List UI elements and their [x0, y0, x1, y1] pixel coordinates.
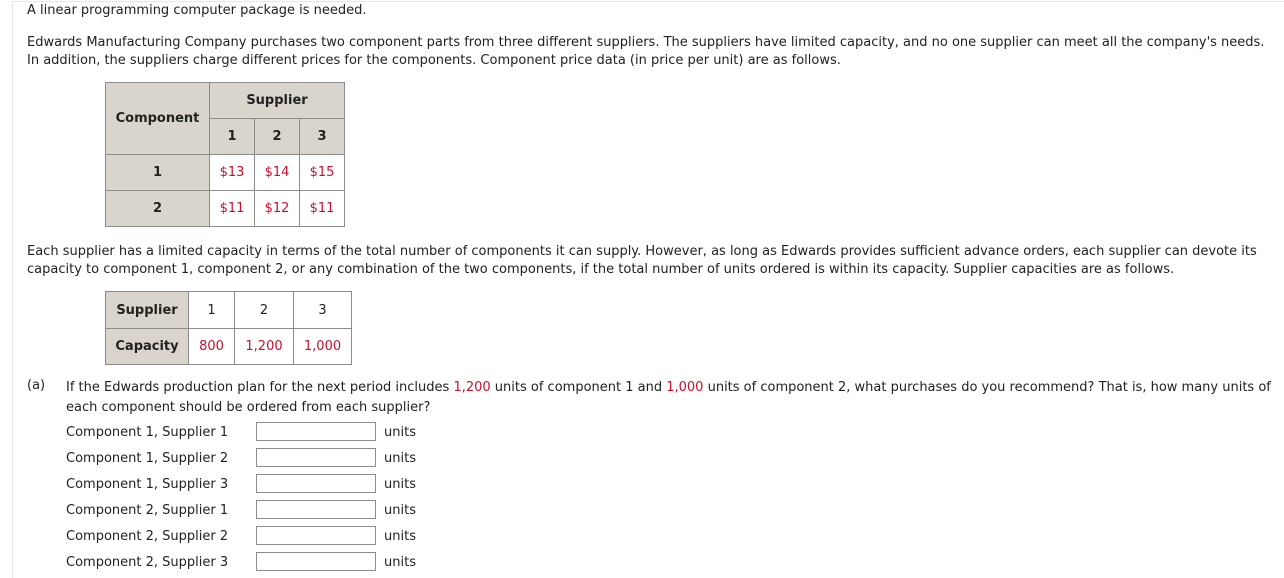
answer-input-c1-s1[interactable] [256, 422, 376, 441]
question-label: (a) [27, 378, 46, 393]
question-text-1: If the Edwards production plan for the next period includes [66, 380, 454, 395]
unit-label-c1-s3: units [384, 477, 416, 492]
capacity-table [105, 291, 352, 365]
price-table [105, 82, 345, 227]
answer-label-c2-s2: Component 2, Supplier 2 [66, 529, 229, 544]
price-c2-s2: $12 [255, 191, 300, 227]
supplier-col-3: 3 [300, 119, 345, 155]
unit-label-c2-s2: units [384, 529, 416, 544]
answer-label-c2-s1: Component 2, Supplier 1 [66, 503, 229, 518]
problem-text: Edwards Manufacturing Company purchases two component parts from three different suppliers. The suppliers have limited capacity, and no one supplier can meet all the company's needs. In addition, the suppliers charge different prices for the components. Component price data (in price per unit) are as follows. [27, 35, 1265, 68]
supplier-col-1: 1 [210, 119, 255, 155]
capacity-text: Each supplier has a limited capacity in terms of the total number of components it can supply. However, as long as Edwards provides sufficient advance orders, each supplier can devote its capacity to component 1, component 2, or any combination of the two components, if the total number of units ordered is within its capacity. Supplier capacities are as follows. [27, 244, 1257, 277]
supplier-header: Supplier [210, 83, 345, 119]
capacity-supplier-2: 2 [235, 292, 294, 329]
question-text [66, 378, 1274, 418]
unit-label-c2-s3: units [384, 555, 416, 570]
answer-input-c1-s3[interactable] [256, 474, 376, 493]
unit-label-c1-s2: units [384, 451, 416, 466]
price-c1-s1: $13 [210, 155, 255, 191]
component-2-label: 2 [106, 191, 210, 227]
price-c2-s1: $11 [210, 191, 255, 227]
capacity-supplier-3: 3 [294, 292, 352, 329]
answer-label-c2-s3: Component 2, Supplier 3 [66, 555, 229, 570]
capacity-value-2: 1,200 [235, 329, 294, 365]
unit-label-c1-s1: units [384, 425, 416, 440]
price-c1-s2: $14 [255, 155, 300, 191]
price-row-1 [106, 155, 345, 191]
answer-label-c1-s2: Component 1, Supplier 2 [66, 451, 229, 466]
answer-input-c1-s2[interactable] [256, 448, 376, 467]
answer-input-c2-s3[interactable] [256, 552, 376, 571]
question-text-3: units of component 2, what purchases do you recommend? That is, how many units of each component should be ordered from each supplier? [66, 380, 1271, 415]
supplier-col-2: 2 [255, 119, 300, 155]
component-header: Component [106, 83, 210, 155]
unit-label-c2-s1: units [384, 503, 416, 518]
price-c1-s3: $15 [300, 155, 345, 191]
frame-left-border [12, 1, 13, 578]
answer-label-c1-s1: Component 1, Supplier 1 [66, 425, 229, 440]
price-c2-s3: $11 [300, 191, 345, 227]
units-component-1: 1,200 [453, 380, 491, 395]
capacity-supplier-1: 1 [189, 292, 235, 329]
question-text-2: units of component 1 and [490, 380, 667, 395]
component-1-label: 1 [106, 155, 210, 191]
capacity-label: Capacity [106, 329, 189, 365]
capacity-supplier-label: Supplier [106, 292, 189, 329]
answer-input-c2-s2[interactable] [256, 526, 376, 545]
intro-text: A linear programming computer package is needed. [27, 3, 367, 18]
price-row-2 [106, 191, 345, 227]
units-component-2: 1,000 [666, 380, 704, 395]
capacity-value-3: 1,000 [294, 329, 352, 365]
answer-input-c2-s1[interactable] [256, 500, 376, 519]
answer-label-c1-s3: Component 1, Supplier 3 [66, 477, 229, 492]
capacity-value-1: 800 [189, 329, 235, 365]
